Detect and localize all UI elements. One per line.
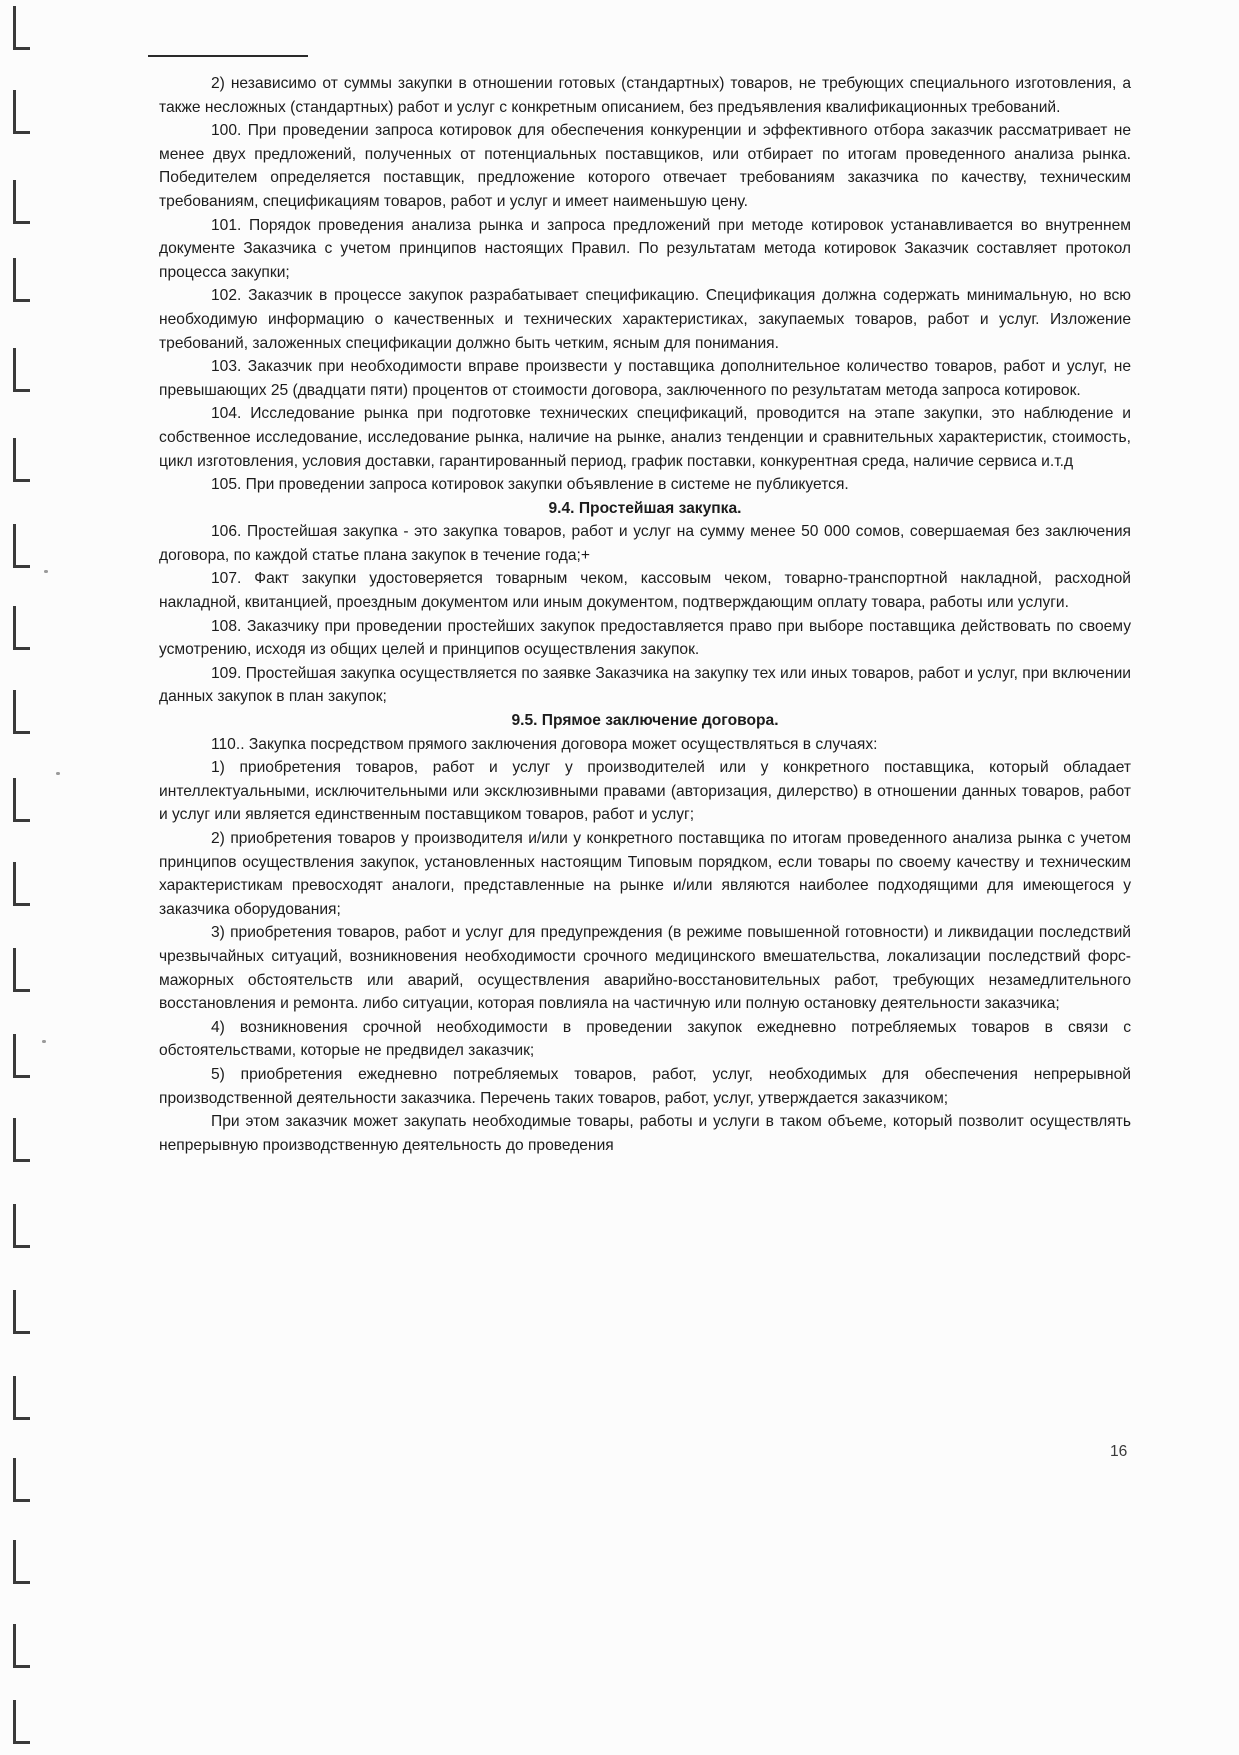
binding-mark xyxy=(13,1458,30,1502)
paragraph: При этом заказчик может закупать необходимые товары, работы и услуги в таком объеме, который позволит осуществлять непрерывную производственную деятельность до проведения xyxy=(159,1113,1131,1154)
paragraph: 2) приобретения товаров у производителя и/или у конкретного поставщика по итогам проведенного анализа рынка с учетом принципов осуществления закупок, установленных настоящим Типовым порядком, если товары по своему качеству и техническим характеристикам превосходят аналоги, представленные на рынке и/или являются наиболее подходящими для имеющегося у заказчика оборудования; xyxy=(159,830,1131,918)
paragraph: 5) приобретения ежедневно потребляемых товаров, работ, услуг, необходимых для обеспечения непрерывной производственной деятельности заказчика. Перечень таких товаров, работ, услуг, утверждается заказчиком; xyxy=(159,1065,1131,1107)
paragraph: 4) возникновения срочной необходимости в проведении закупок ежедневно потребляемых товаров в связи с обстоятельствами, которые не предвидел заказчик; xyxy=(159,1018,1131,1060)
paragraph: 102. Заказчик в процессе закупок разрабатывает спецификацию. Спецификация должна содержать минимальную, но всю необходимую информацию о качественных и технических характеристиках, закупаемых товаров, работ и услуг. Изложение требований, заложенных спецификации должно быть четким, ясным для понимания. xyxy=(159,287,1131,352)
paragraph: 110.. Закупка посредством прямого заключения договора может осуществляться в случаях: xyxy=(211,735,878,753)
binding-mark xyxy=(13,258,30,302)
binding-mark xyxy=(13,1624,30,1668)
binding-mark xyxy=(13,6,30,50)
paragraph: 100. При проведении запроса котировок для обеспечения конкуренции и эффективного отбора заказчик рассматривает не менее двух предложений, полученных от потенциальных поставщиков, или отбирает по итогам проведенного анализа рынка. Победителем определяется поставщик, предложение которого отвечает требованиям заказчика по качеству, техническим требованиям, спецификациям товаров, работ и услуг и имеет наименьшую цену. xyxy=(159,122,1131,210)
paragraph: 107. Факт закупки удостоверяется товарным чеком, кассовым чеком, товарно-транспортной накладной, расходной накладной, квитанцией, проездным документом или иным документом, подтверждающим оплату товара, работы или услуги. xyxy=(159,570,1131,612)
binding-mark xyxy=(13,180,30,224)
paragraph: 1) приобретения товаров, работ и услуг у производителей или у конкретного поставщика, который обладает интеллектуальными, исключительными или эксклюзивными правами (авторизация, дилерство) в отношении данных товаров, работ и услуг или является единственным поставщиком товаров, работ и услуг; xyxy=(159,759,1131,824)
document-body xyxy=(159,72,1131,1157)
paragraph: 105. При проведении запроса котировок закупки объявление в системе не публикуется. xyxy=(211,476,849,494)
binding-mark xyxy=(13,438,30,482)
binding-mark xyxy=(13,1376,30,1420)
header-rule xyxy=(148,55,308,57)
binding-mark xyxy=(13,1700,30,1744)
binding-mark xyxy=(13,1290,30,1334)
binding-mark xyxy=(13,778,30,822)
binding-mark xyxy=(13,90,30,134)
binding-mark xyxy=(13,1034,30,1078)
scan-speck xyxy=(42,1040,46,1043)
binding-mark xyxy=(13,1118,30,1162)
section-heading-9-5: 9.5. Прямое заключение договора. xyxy=(511,712,779,730)
binding-mark xyxy=(13,862,30,906)
binding-mark xyxy=(13,948,30,992)
section-heading-9-4: 9.4. Простейшая закупка. xyxy=(548,499,742,517)
binding-mark xyxy=(13,524,30,568)
binding-mark xyxy=(13,348,30,392)
binding-mark xyxy=(13,1204,30,1248)
binding-mark xyxy=(13,690,30,734)
paragraph: 106. Простейшая закупка - это закупка товаров, работ и услуг на сумму менее 50 000 сомов, совершаемая без заключения договора, по каждой статье плана закупок в течение года;+ xyxy=(159,523,1131,564)
binding-mark xyxy=(13,606,30,650)
paragraph: 3) приобретения товаров, работ и услуг для предупреждения (в режиме повышенной готовности) и ликвидации последствий чрезвычайных ситуаций, возникновения необходимости срочного медицинского вмешательства, локализации последствий форс-мажорных обстоятельств или аварий, осуществления аварийно-восстановительных работ, требующих незамедлительного восстановления и ремонта. либо ситуации, которая повлияла на частичную или полную остановку деятельности заказчика; xyxy=(159,924,1131,1013)
paragraph: 108. Заказчику при проведении простейших закупок предоставляется право при выборе поставщика действовать по своему усмотрению, исходя из общих целей и принципов осуществления закупок. xyxy=(159,617,1131,659)
paragraph: 103. Заказчик при необходимости вправе произвести у поставщика дополнительное количество товаров, работ и услуг, не превышающих 25 (двадцати пяти) процентов от стоимости договора, заключенного по результатам метода запроса котировок. xyxy=(159,358,1131,399)
scan-speck xyxy=(56,772,60,775)
scan-speck xyxy=(44,570,48,573)
page-number: 16 xyxy=(1110,1443,1128,1460)
paragraph: 109. Простейшая закупка осуществляется по заявке Заказчика на закупку тех или иных товаров, работ и услуг, при включении данных закупок в план закупок; xyxy=(159,664,1131,706)
binding-mark xyxy=(13,1540,30,1584)
paragraph: 2) независимо от суммы закупки в отношении готовых (стандартных) товаров, не требующих специального изготовления, а также несложных (стандартных) работ и услуг с конкретным описанием, без предъявления квалификационных требований. xyxy=(159,75,1131,116)
paragraph: 104. Исследование рынка при подготовке технических спецификаций, проводится на этапе закупки, это наблюдение и собственное исследование, исследование рынка, наличие на рынке, анализ тенденции и сравнительных характеристик, стоимость, цикл изготовления, условия доставки, гарантированный период, график поставки, конкурентная среда, наличие сервиса и.т.д xyxy=(159,405,1131,470)
paragraph: 101. Порядок проведения анализа рынка и запроса предложений при методе котировок устанавливается во внутреннем документе Заказчика с учетом принципов настоящих Правил. По результатам метода котировок Заказчик составляет протокол процесса закупки; xyxy=(159,216,1131,281)
binding-edge xyxy=(0,0,60,1755)
